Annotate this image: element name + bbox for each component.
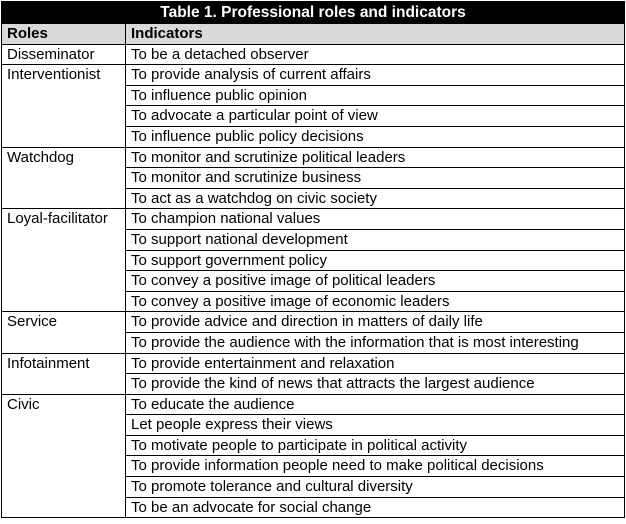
column-header-roles: Roles (2, 24, 126, 45)
table-row (2, 147, 625, 168)
table-row (2, 44, 625, 65)
table-row (2, 312, 625, 333)
indicator-cell: To be an advocate for social change (126, 497, 625, 518)
role-cell: Watchdog (2, 147, 126, 209)
role-cell: Civic (2, 394, 126, 518)
table-row (2, 394, 625, 415)
table-row (2, 65, 625, 86)
roles-table-container (1, 1, 624, 518)
table-body (2, 44, 625, 518)
indicator-cell: To influence public opinion (126, 85, 625, 106)
table-row (2, 353, 625, 374)
indicator-cell: To convey a positive image of economic leaders (126, 291, 625, 312)
indicator-cell: To champion national values (126, 209, 625, 230)
indicator-cell: To monitor and scrutinize business (126, 168, 625, 189)
professional-roles-table (1, 1, 625, 518)
indicator-cell: To support national development (126, 229, 625, 250)
indicator-cell: To provide entertainment and relaxation (126, 353, 625, 374)
indicator-cell: To influence public policy decisions (126, 126, 625, 147)
indicator-cell: To promote tolerance and cultural diversity (126, 477, 625, 498)
table-header-row (2, 24, 625, 45)
indicator-cell: To be a detached observer (126, 44, 625, 65)
indicator-cell: To provide advice and direction in matters of daily life (126, 312, 625, 333)
role-cell: Disseminator (2, 44, 126, 65)
table-row (2, 209, 625, 230)
indicator-cell: To educate the audience (126, 394, 625, 415)
role-cell: Interventionist (2, 65, 126, 147)
indicator-cell: To convey a positive image of political leaders (126, 271, 625, 292)
indicator-cell: To provide information people need to make political decisions (126, 456, 625, 477)
indicator-cell: To monitor and scrutinize political leaders (126, 147, 625, 168)
table-title: Table 1. Professional roles and indicators (2, 2, 625, 24)
indicator-cell: To advocate a particular point of view (126, 106, 625, 127)
indicator-cell: To motivate people to participate in political activity (126, 435, 625, 456)
table-title-row (2, 2, 625, 24)
indicator-cell: Let people express their views (126, 415, 625, 436)
indicator-cell: To provide the kind of news that attracts the largest audience (126, 374, 625, 395)
indicator-cell: To provide analysis of current affairs (126, 65, 625, 86)
role-cell: Service (2, 312, 126, 353)
role-cell: Infotainment (2, 353, 126, 394)
role-cell: Loyal-facilitator (2, 209, 126, 312)
indicator-cell: To provide the audience with the information that is most interesting (126, 332, 625, 353)
indicator-cell: To support government policy (126, 250, 625, 271)
indicator-cell: To act as a watchdog on civic society (126, 188, 625, 209)
column-header-indicators: Indicators (126, 24, 625, 45)
